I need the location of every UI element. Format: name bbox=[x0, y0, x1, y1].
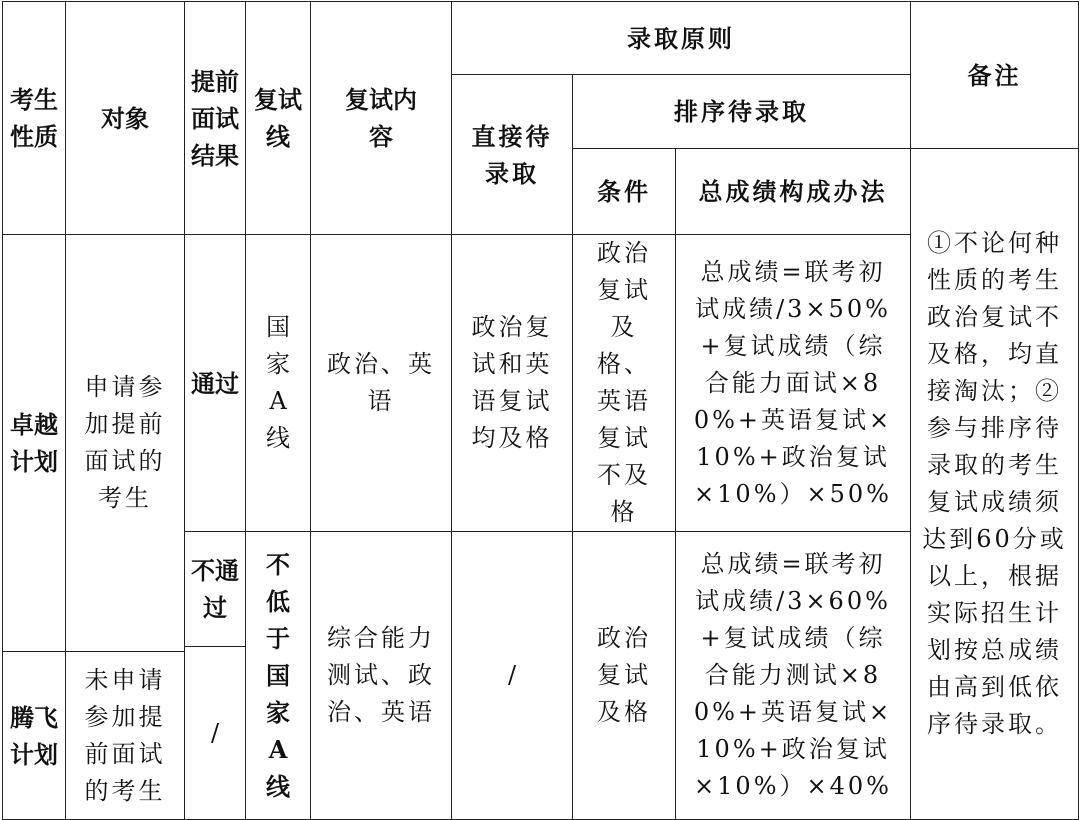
header-retest-content: 复试内容 bbox=[311, 2, 452, 235]
shared-line: 不低于国家A线 bbox=[246, 532, 311, 820]
header-note: 备注 bbox=[911, 2, 1079, 149]
header-target: 对象 bbox=[66, 2, 185, 235]
tengfei-target: 未申请参加提前面试的考生 bbox=[66, 652, 185, 820]
zhuoyue-pass-condition: 政治复试及格、英语复试不及格 bbox=[573, 235, 676, 532]
shared-method: 总成绩=联考初试成绩/3×60%+复试成绩（综合能力测试×80%+英语复试×10%+政治复试×10%）×40% bbox=[676, 532, 911, 820]
header-nature: 考生性质 bbox=[3, 2, 66, 235]
header-condition: 条件 bbox=[573, 149, 676, 235]
zhuoyue-pass-direct: 政治复试和英语复试均及格 bbox=[452, 235, 573, 532]
shared-condition: 政治复试及格 bbox=[573, 532, 676, 820]
zhuoyue-target: 申请参加提前面试的考生 bbox=[66, 235, 185, 652]
header-principle: 录取原则 bbox=[452, 2, 911, 75]
zhuoyue-pass-content: 政治、英语 bbox=[311, 235, 452, 532]
shared-content: 综合能力测试、政治、英语 bbox=[311, 532, 452, 820]
admission-rules-table bbox=[2, 1, 1079, 820]
header-ranked: 排序待录取 bbox=[573, 75, 911, 149]
shared-direct: / bbox=[452, 532, 573, 820]
header-early-result: 提前面试结果 bbox=[185, 2, 246, 235]
zhuoyue-nature: 卓越计划 bbox=[3, 235, 66, 652]
header-retest-line: 复试线 bbox=[246, 2, 311, 235]
zhuoyue-pass-method: 总成绩=联考初试成绩/3×50%+复试成绩（综合能力面试×80%+英语复试×10%+政治复试×10%）×50% bbox=[676, 235, 911, 532]
zhuoyue-pass-result: 通过 bbox=[185, 235, 246, 532]
header-direct: 直接待录取 bbox=[452, 75, 573, 235]
tengfei-result: / bbox=[185, 647, 246, 820]
tengfei-nature: 腾飞计划 bbox=[3, 652, 66, 820]
zhuoyue-pass-line: 国家A线 bbox=[246, 235, 311, 532]
zhuoyue-fail-result: 不通过 bbox=[185, 532, 246, 647]
header-method: 总成绩构成办法 bbox=[676, 149, 911, 235]
note-cell: ①不论何种性质的考生政治复试不及格，均直接淘汰；②参与排序待录取的考生复试成绩须达到60分或以上，根据实际招生计划按总成绩由高到低依序待录取。 bbox=[911, 149, 1079, 820]
